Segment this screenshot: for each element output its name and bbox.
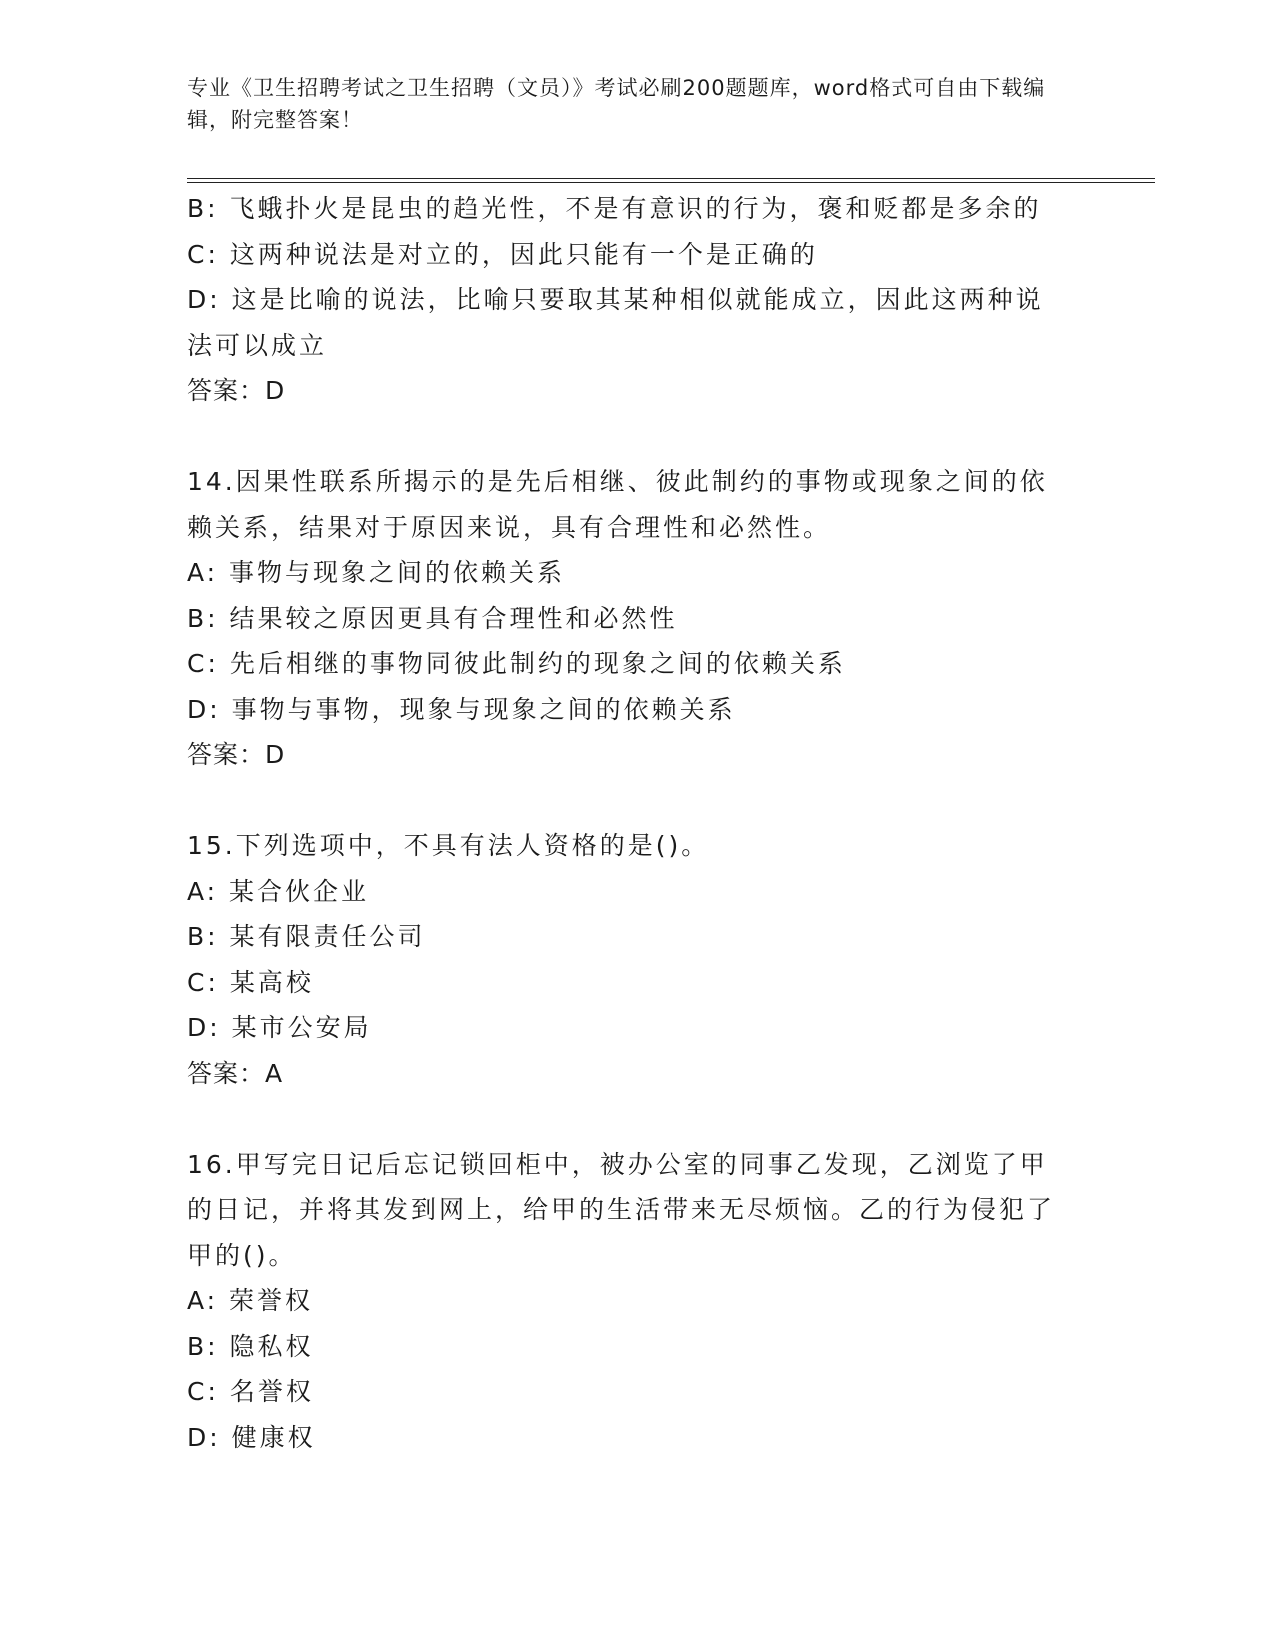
- question-15: [187, 823, 1067, 1096]
- option-a: A: 某合伙企业: [187, 876, 370, 906]
- spacer: [187, 414, 1067, 460]
- question-13-tail: [187, 186, 1067, 414]
- question-stem: 14.因果性联系所揭示的是先后相继、彼此制约的事物或现象之间的依赖关系，结果对于原因来说，具有合理性和必然性。: [187, 467, 1048, 542]
- document-header: 专业《卫生招聘考试之卫生招聘（文员）》考试必刷200题题库，word格式可自由下载编辑，附完整答案！: [187, 76, 1046, 132]
- option-c: C: 这两种说法是对立的，因此只能有一个是正确的: [187, 239, 818, 269]
- option-a: A: 荣誉权: [187, 1286, 314, 1315]
- option-d: D: 事物与事物，现象与现象之间的依赖关系: [187, 694, 736, 724]
- option-d: D: 这是比喻的说法，比喻只要取其某种相似就能成立，因此这两种说法可以成立: [187, 285, 1044, 360]
- option-c: C: 名誉权: [187, 1377, 314, 1406]
- question-stem: 16.甲写完日记后忘记锁回柜中，被办公室的同事乙发现，乙浏览了甲的日记，并将其发到网上，给甲的生活带来无尽烦恼。乙的行为侵犯了甲的()。: [187, 1149, 1056, 1270]
- answer: 答案：D: [187, 376, 286, 405]
- option-b: B: 结果较之原因更具有合理性和必然性: [187, 603, 678, 633]
- option-d: D: 某市公安局: [187, 1013, 372, 1042]
- spacer: [187, 778, 1067, 824]
- answer: 答案：D: [187, 740, 286, 769]
- option-c: C: 先后相继的事物同彼此制约的现象之间的依赖关系: [187, 649, 846, 678]
- header-divider: [187, 178, 1155, 183]
- question-list: [187, 186, 1067, 1460]
- spacer: [187, 1096, 1067, 1142]
- question-stem: 15.下列选项中，不具有法人资格的是()。: [187, 831, 710, 860]
- option-c: C: 某高校: [187, 967, 314, 997]
- question-14: [187, 459, 1067, 778]
- answer: 答案：A: [187, 1058, 284, 1088]
- question-16: [187, 1142, 1067, 1461]
- option-b: B: 飞蛾扑火是昆虫的趋光性，不是有意识的行为，褒和贬都是多余的: [187, 194, 1042, 223]
- option-b: B: 隐私权: [187, 1331, 314, 1361]
- option-d: D: 健康权: [187, 1422, 316, 1452]
- option-a: A: 事物与现象之间的依赖关系: [187, 558, 566, 587]
- option-b: B: 某有限责任公司: [187, 922, 426, 951]
